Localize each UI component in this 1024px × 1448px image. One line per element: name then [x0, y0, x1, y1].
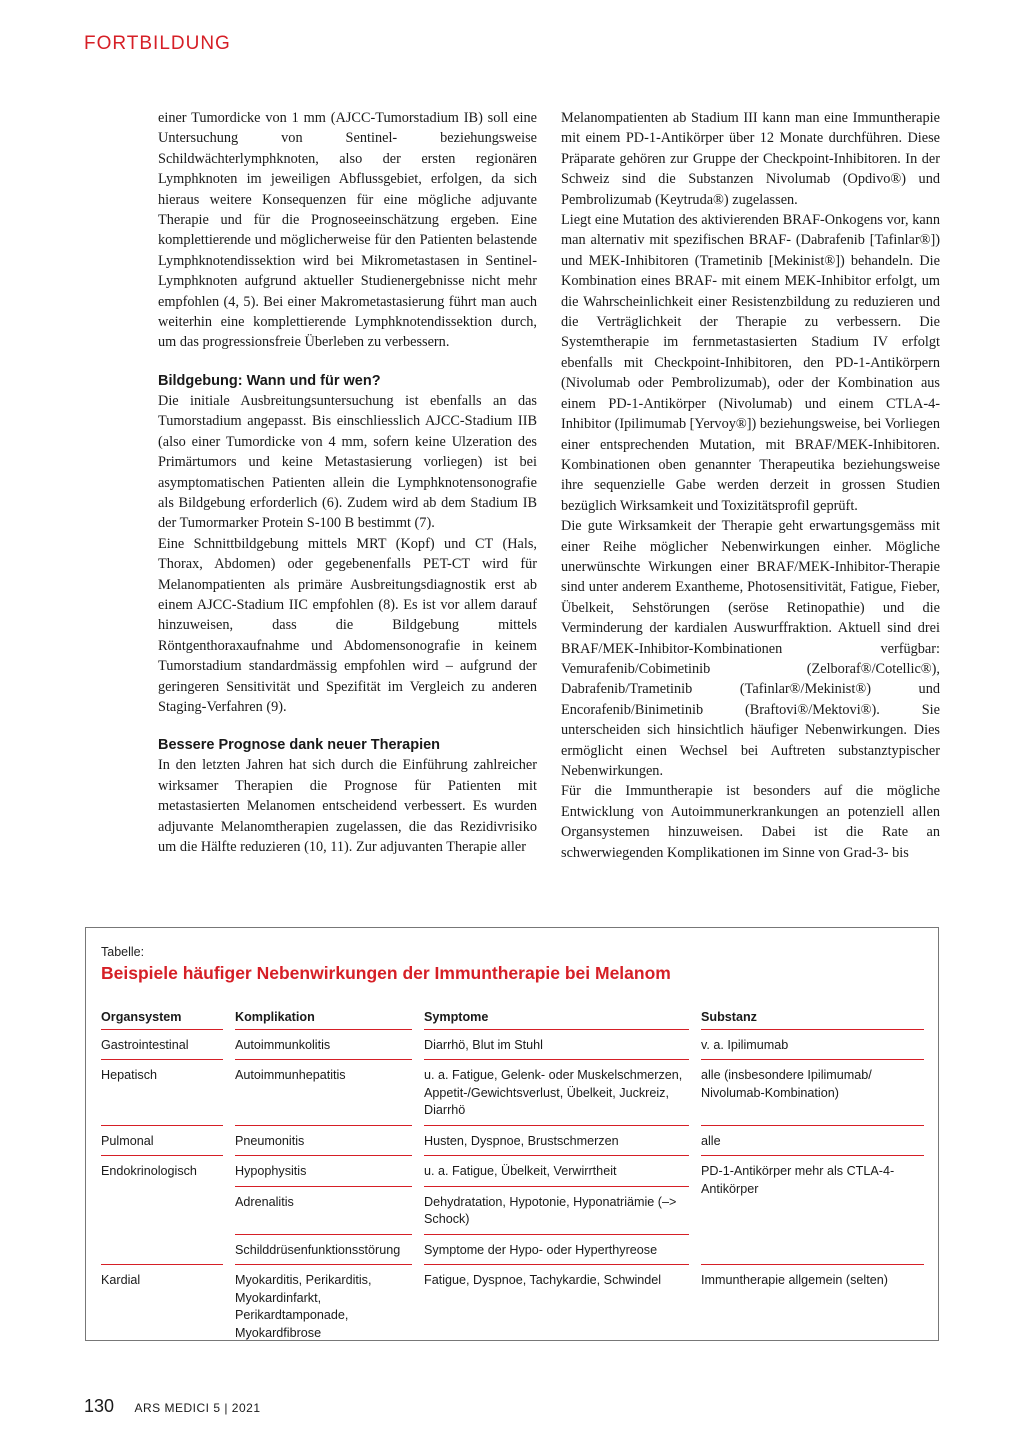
paragraph: Liegt eine Mutation des aktivierenden BRAF-Onkogens vor, kann man alternativ mit spezifischen BRAF- (Dabrafenib [Tafinlar®]) und MEK-Inhibitoren (Trametinib [Mekinist®]) behandeln. Die Kombination eines BRAF- mit einem MEK-Inhibitor erfolgt, um die Wahrscheinlichkeit einer Resistenzbildung zu reduzieren und die Verträglichkeit der Therapie zu verbessern. Die Systemtherapie im fernmetastasierten Stadium IV erfolgt ebenfalls mit Checkpoint-Inhibitoren, den PD-1-Antikörpern (Nivolumab oder Pembrolizumab), oder der Kombination aus einem PD-1-Antikörper (Nivolumab) und einem CTLA-4-Inhibitor (Ipilimumab [Yervoy®]) beziehungsweise, bei Vorliegen einer entsprechenden Mutation, mit BRAF/MEK-Inhibitoren. Kombinationen oben genannter Therapeutika beziehungsweise ihre sequenzielle Gabe werden derzeit in grossen Studien bezüglich Wirksamkeit und Toxizitätsprofil geprüft.: [561, 212, 940, 514]
table-row: [101, 1265, 924, 1348]
cell-symptome: u. a. Fatigue, Gelenk- oder Muskelschmerzen, Appetit-/Gewichtsverlust, Übelkeit, Juckreiz, Diarrhö: [424, 1060, 689, 1126]
cell-organ: Hepatisch: [101, 1060, 223, 1126]
cell-komplikation: Hypophysitis: [235, 1156, 412, 1187]
cell-komplikation: Autoimmunkolitis: [235, 1029, 412, 1060]
cell-substanz: v. a. Ipilimumab: [701, 1029, 924, 1060]
cell-substanz: alle: [701, 1125, 924, 1156]
paragraph: Für die Immuntherapie ist besonders auf die mögliche Entwicklung von Autoimmunerkrankungen an potenziell allen Organsystemen hinzuweisen. Dabei ist die Rate an schwerwiegenden Komplikationen im Sinne von Grad-3- bis: [561, 783, 940, 861]
cell-substanz: Immuntherapie allgemein (selten): [701, 1273, 888, 1287]
section-label: FORTBILDUNG: [84, 33, 231, 54]
subheading: Bildgebung: Wann und für wen?: [158, 372, 381, 389]
header-komplikation: Komplikation: [235, 1006, 412, 1029]
table-row: [101, 1060, 924, 1126]
cell-symptome: Symptome der Hypo- oder Hyperthyreose: [424, 1234, 689, 1265]
table-row: [101, 1029, 924, 1060]
page-footer: [84, 1396, 261, 1417]
cell-organ: Pulmonal: [101, 1125, 223, 1156]
article-body: [158, 108, 938, 898]
header-organsystem: Organsystem: [101, 1006, 223, 1029]
paragraph: Eine Schnittbildgebung mittels MRT (Kopf) und CT (Hals, Thorax, Abdomen) oder gegebenenfalls PET-CT wird für Melanompatienten als primäre Ausbreitungsdiagnostik erst ab einem AJCC-Stadium IIC empfohlen (8). Es ist vor allem darauf hinzuweisen, dass die Bildgebung mittels Röntgenthoraxaufnahme und Abdomensonografie in keinem Tumorstadium standardmässig empfohlen wird – aufgrund der geringeren Sensitivität und Spezifität im Vergleich zu anderen Staging-Verfahren (9).: [158, 535, 537, 715]
header-symptome: Symptome: [424, 1006, 689, 1029]
cell-symptome: Fatigue, Dyspnoe, Tachykardie, Schwindel: [424, 1273, 662, 1287]
cell-symptome: Diarrhö, Blut im Stuhl: [424, 1029, 689, 1060]
table-kicker: Tabelle:: [101, 945, 145, 959]
cell-komplikation: Myokarditis, Perikarditis, Myokardinfarkt, Perikardtamponade, Myokardfibrose: [235, 1273, 372, 1340]
cell-organ: Endokrinologisch: [101, 1156, 223, 1265]
table-title: Beispiele häufiger Nebenwirkungen der Immuntherapie bei Melanom: [101, 963, 671, 983]
cell-komplikation: Schilddrüsenfunktionsstörung: [235, 1234, 412, 1265]
paragraph: In den letzten Jahren hat sich durch die Einführung zahlreicher wirksamer Therapien die Prognose für Patienten mit metastasierten Melanomen entscheidend verbessert. Es wurden adjuvante Melanomtherapien zugelassen, die das Rezidivrisiko um die Hälfte reduzieren (10, 11). Zur adjuvanten Therapie aller: [158, 757, 537, 855]
paragraph: einer Tumordicke von 1 mm (AJCC-Tumorstadium IB) soll eine Untersuchung von Sentinel- beziehungsweise Schildwächterlymphknoten, also der ersten regionären Lymphknoten im jeweiligen Abflussgebiet, erfolgen, da sich hieraus weitere Konsequenzen für eine mögliche adjuvante Therapie und für die Prognoseeinschätzung ergeben. Eine komplettierende und möglicherweise für den Patienten belastende Lymphknotendissektion wird bei Mikrometastasen in Sentinel-Lymphknoten aufgrund aktueller Studienergebnisse nicht mehr empfohlen (4, 5). Bei einer Makrometastasierung führt man auch weiterhin eine komplettierende Lymphknotendissektion durch, um das progressionsfreie Überleben zu verbessern.: [158, 110, 537, 351]
cell-symptome: u. a. Fatigue, Übelkeit, Verwirrtheit: [424, 1156, 689, 1187]
journal-issue: ARS MEDICI 5 | 2021: [134, 1401, 261, 1415]
paragraph: Die gute Wirksamkeit der Therapie geht erwartungsgemäss mit einer Reihe möglicher Nebenwirkungen einher. Mögliche unerwünschte Wirkungen einer BRAF/MEK-Inhibitor-Therapie sind unter anderem Exantheme, Photosensitivität, Fatigue, Fieber, Übelkeit, Sehstörungen (seröse Retinopathie) und die Verminderung der kardialen Auswurffraktion. Aktuell sind drei BRAF/MEK-Inhibitor-Kombinationen verfügbar: Vemurafenib/Cobimetinib (Zelboraf®/Cotellic®), Dabrafenib/Trametinib (Tafinlar®/Mekinist®) und Encorafenib/Binimetinib (Braftovi®/Mektovi®). Sie unterscheiden sich hinsichtlich häufiger Nebenwirkungen. Dies ermöglicht einen Wechsel bei Auftreten substanztypischer Nebenwirkungen.: [561, 518, 940, 779]
table-row: [101, 1156, 924, 1187]
table-header-row: [101, 1006, 924, 1029]
cell-komplikation: Autoimmunhepatitis: [235, 1060, 412, 1126]
column-right: [561, 108, 940, 863]
cell-symptome: Husten, Dyspnoe, Brustschmerzen: [424, 1125, 689, 1156]
header-substanz: Substanz: [701, 1006, 924, 1029]
page-number: 130: [84, 1396, 115, 1416]
cell-symptome: Dehydratation, Hypotonie, Hyponatriämie (–> Schock): [424, 1186, 689, 1234]
cell-komplikation: Pneumonitis: [235, 1125, 412, 1156]
table-row: [101, 1125, 924, 1156]
cell-substanz: alle (insbesondere Ipilimumab/ Nivolumab-Kombination): [701, 1060, 924, 1126]
cell-organ: Kardial: [101, 1273, 141, 1287]
subheading: Bessere Prognose dank neuer Therapien: [158, 737, 441, 754]
cell-organ: Gastrointestinal: [101, 1029, 223, 1060]
side-effects-table: [101, 1006, 924, 1347]
paragraph: Melanompatienten ab Stadium III kann man eine Immuntherapie mit einem PD-1-Antikörper über 12 Monate durchführen. Diese Präparate gehören zur Gruppe der Checkpoint-Inhibitoren. In der Schweiz sind die Substanzen Nivolumab (Opdivo®) und Pembrolizumab (Keytruda®) zugelassen.: [561, 110, 940, 208]
column-left: [158, 108, 537, 857]
cell-komplikation: Adrenalitis: [235, 1186, 412, 1234]
paragraph: Die initiale Ausbreitungsuntersuchung ist ebenfalls an das Tumorstadium angepasst. Bis einschliesslich AJCC-Stadium IIB (also einer Tumordicke von 4 mm, sofern keine Ulzeration des Primärtumors und keine Metastasierung vorliegen) ist bei asymptomatischen Patienten allein die Lymphknotensonografie als Bildgebung erforderlich (6). Zudem wird ab dem Stadium IB der Tumormarker Protein S-100 B bestimmt (7).: [158, 392, 537, 532]
side-effects-table-box: [85, 927, 939, 1341]
cell-substanz: PD-1-Antikörper mehr als CTLA-4-Antikörper: [701, 1156, 924, 1265]
